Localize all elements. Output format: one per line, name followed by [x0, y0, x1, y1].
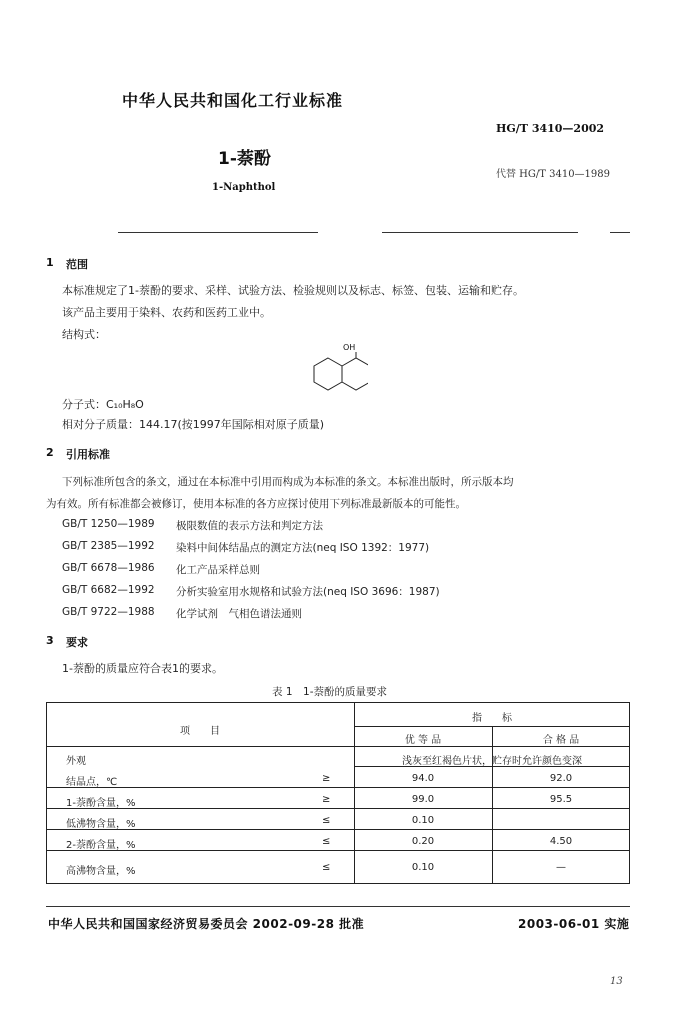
- table-row-label: 低沸物含量，%: [66, 819, 136, 830]
- paragraph: 为有效。所有标准都会被修订，使用本标准的各方应探讨使用下列标准最新版本的可能性。: [46, 498, 466, 510]
- table-header-superior: 优 等 品: [404, 735, 442, 746]
- molecular-mass: 相对分子质量：144.17(按1997年国际相对原子质量): [62, 418, 325, 431]
- table-cell: 0.10: [411, 862, 435, 873]
- table-cell: 92.0: [549, 773, 573, 784]
- reference-title: 化学试剂 气相色谱法通则: [176, 608, 302, 620]
- table-cell: —: [556, 862, 566, 873]
- table-operator: ≤: [322, 836, 331, 847]
- table-cell: 95.5: [549, 794, 573, 805]
- reference-title: 极限数值的表示方法和判定方法: [176, 520, 323, 532]
- table-header-index: 指 标: [472, 713, 512, 724]
- header-divider: [118, 232, 318, 233]
- table-header-item: 项 目: [180, 726, 220, 737]
- table-operator: ≥: [322, 773, 331, 784]
- table-divider: [492, 726, 493, 884]
- table-cell: 99.0: [411, 794, 435, 805]
- header-divider: [382, 232, 578, 233]
- section-title: 引用标准: [66, 448, 110, 461]
- reference-title: 分析实验室用水规格和试验方法(neq ISO 3696：1987): [176, 586, 440, 598]
- table-cell: 94.0: [411, 773, 435, 784]
- reference-code: GB/T 6678—1986: [62, 562, 155, 574]
- approval-note: 中华人民共和国国家经济贸易委员会 2002-09-28 批准: [48, 917, 365, 931]
- table-caption: 表 1 1-萘酚的质量要求: [272, 686, 387, 698]
- table-row-label: 结晶点，℃: [66, 777, 118, 788]
- replaces-note: 代替 HG/T 3410—1989: [496, 169, 611, 180]
- table-operator: ≤: [322, 862, 331, 873]
- hydroxyl-label: OH: [343, 343, 356, 352]
- molecular-formula: 分子式：C₁₀H₈O: [62, 398, 144, 411]
- table-header-qualified: 合 格 品: [542, 735, 580, 746]
- table-cell: 0.10: [411, 815, 435, 826]
- section-number: 1: [46, 256, 54, 269]
- table-row-label: 高沸物含量，%: [66, 866, 136, 877]
- reference-code: GB/T 2385—1992: [62, 540, 155, 552]
- table-cell: 4.50: [549, 836, 573, 847]
- paragraph: 本标准规定了1-萘酚的要求、采样、试验方法、检验规则以及标志、标签、包装、运输和贮存。: [62, 284, 524, 297]
- section-title: 范围: [66, 258, 88, 271]
- header-divider: [610, 232, 630, 233]
- implementation-date: 2003-06-01 实施: [518, 917, 630, 931]
- page-number: 13: [610, 976, 623, 987]
- section-number: 3: [46, 634, 54, 647]
- document-title-english: 1-Naphthol: [212, 182, 276, 193]
- table-cell: 浅灰至红褐色片状，贮存时允许颜色变深: [402, 756, 582, 767]
- reference-title: 染料中间体结晶点的测定方法(neq ISO 1392：1977): [176, 542, 430, 554]
- reference-code: GB/T 6682—1992: [62, 584, 155, 596]
- reference-code: GB/T 1250—1989: [62, 518, 155, 530]
- section-number: 2: [46, 446, 54, 459]
- table-row-label: 2-萘酚含量，%: [66, 840, 136, 851]
- table-divider: [46, 746, 630, 747]
- document-title: 1-萘酚: [218, 149, 271, 169]
- reference-code: GB/T 9722—1988: [62, 606, 155, 618]
- naphthol-structure-diagram: [312, 352, 368, 392]
- paragraph: 1-萘酚的质量应符合表1的要求。: [62, 662, 223, 675]
- table-row-label: 1-萘酚含量，%: [66, 798, 136, 809]
- section-title: 要求: [66, 636, 88, 649]
- table-cell: 0.20: [411, 836, 435, 847]
- standard-code: HG/T 3410—2002: [496, 122, 605, 135]
- table-divider: [354, 702, 355, 884]
- paragraph: 该产品主要用于染料、农药和医药工业中。: [62, 306, 271, 319]
- table-operator: ≤: [322, 815, 331, 826]
- structure-label: 结构式：: [62, 328, 106, 341]
- paragraph: 下列标准所包含的条文，通过在本标准中引用而构成为本标准的条文。本标准出版时，所示版本均: [62, 476, 514, 488]
- standard-category-title: 中华人民共和国化工行业标准: [122, 91, 344, 110]
- table-divider: [46, 787, 630, 788]
- footer-rule: [46, 906, 630, 907]
- reference-title: 化工产品采样总则: [176, 564, 260, 576]
- table-divider: [354, 726, 630, 727]
- table-operator: ≥: [322, 794, 331, 805]
- table-row-label: 外观: [66, 756, 86, 767]
